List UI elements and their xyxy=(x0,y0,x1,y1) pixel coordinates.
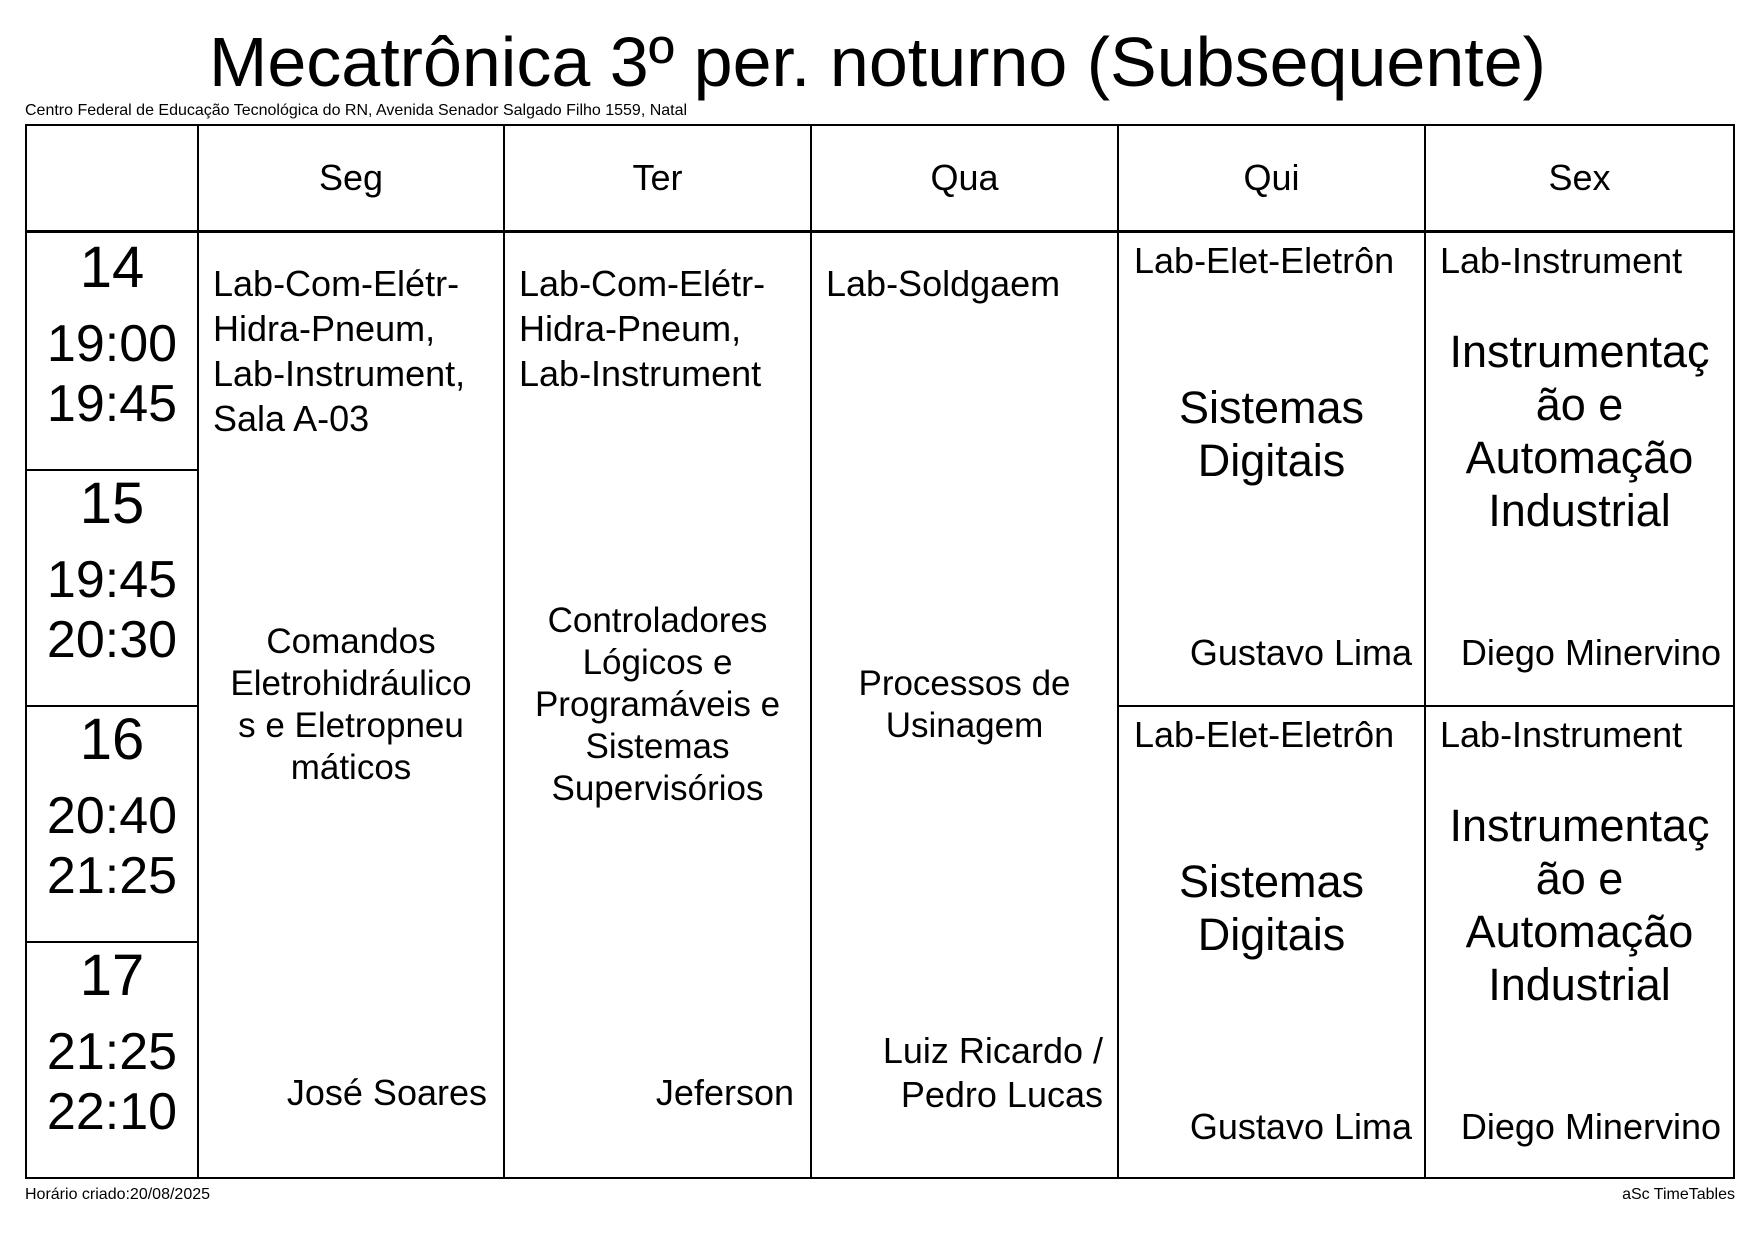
period-end: 21:25 xyxy=(46,847,178,905)
period-number: 17 xyxy=(79,943,145,1008)
day-header-ter: Ter xyxy=(632,157,683,198)
period-end: 20:30 xyxy=(46,611,178,669)
lesson-subject: Sistemas Digitais xyxy=(1178,856,1365,960)
lesson-card-seg[interactable] xyxy=(199,233,503,1177)
lesson-teacher: Diego Minervino xyxy=(1460,1106,1721,1147)
lesson-room: Lab-Elet-Eletrôn xyxy=(1134,714,1395,755)
period-15 xyxy=(27,471,197,670)
lesson-subject: Comandos Eletrohidráulico s e Eletropneu máticos xyxy=(230,622,472,787)
lesson-room: Lab-Instrument xyxy=(1440,714,1683,755)
lesson-subject: Processos de Usinagem xyxy=(858,664,1071,745)
lesson-subject: Instrumentaç ão e Automação Industrial xyxy=(1449,326,1710,536)
day-header-qui: Qui xyxy=(1243,157,1300,198)
lesson-teacher: Gustavo Lima xyxy=(1189,1106,1412,1147)
brand-label: aSc TimeTables xyxy=(1622,1186,1735,1203)
lesson-room: Lab-Instrument xyxy=(1440,240,1683,281)
lesson-teacher: Jeferson xyxy=(655,1072,794,1113)
period-start: 20:40 xyxy=(46,787,178,845)
lesson-subject: Instrumentaç ão e Automação Industrial xyxy=(1449,800,1710,1010)
lesson-card-qui-2[interactable] xyxy=(1119,707,1424,1177)
timetable-grid xyxy=(25,124,1735,1179)
lesson-subject: Sistemas Digitais xyxy=(1178,382,1365,486)
period-start: 21:25 xyxy=(46,1023,178,1081)
created-date: Horário criado:20/08/2025 xyxy=(25,1186,211,1203)
lesson-card-sex-2[interactable] xyxy=(1426,707,1733,1177)
lesson-card-qui-1[interactable] xyxy=(1119,233,1424,705)
lesson-subject: Controladores Lógicos e Programáveis e Sistemas Supervisórios xyxy=(534,601,781,808)
lesson-room: Lab-Com-Elétr- Hidra-Pneum, Lab-Instrument xyxy=(519,263,766,394)
day-header-qua: Qua xyxy=(930,157,999,198)
period-end: 19:45 xyxy=(46,375,178,433)
period-14 xyxy=(27,235,197,434)
page-title: Mecatrônica 3º per. noturno (Subsequente) xyxy=(209,23,1546,101)
lesson-card-ter[interactable] xyxy=(505,233,810,1177)
period-start: 19:00 xyxy=(46,315,178,373)
lesson-room: Lab-Soldgaem xyxy=(826,263,1061,304)
period-16 xyxy=(27,707,197,906)
lesson-room: Lab-Com-Elétr- Hidra-Pneum, Lab-Instrument, Sala A-03 xyxy=(213,263,466,439)
period-end: 22:10 xyxy=(46,1083,178,1141)
lesson-card-sex-1[interactable] xyxy=(1426,233,1733,705)
period-17 xyxy=(27,943,197,1142)
lesson-teacher: Diego Minervino xyxy=(1460,632,1721,673)
period-number: 15 xyxy=(79,471,145,536)
lesson-teacher: Gustavo Lima xyxy=(1189,632,1412,673)
period-number: 14 xyxy=(79,235,145,300)
period-start: 19:45 xyxy=(46,551,178,609)
lesson-card-qua[interactable] xyxy=(812,233,1117,1177)
day-header-seg: Seg xyxy=(318,157,384,198)
school-address: Centro Federal de Educação Tecnológica do RN, Avenida Senador Salgado Filho 1559, Natal xyxy=(25,102,688,119)
day-header-sex: Sex xyxy=(1548,157,1611,198)
lesson-room: Lab-Elet-Eletrôn xyxy=(1134,240,1395,281)
period-number: 16 xyxy=(79,707,145,772)
lesson-teacher: José Soares xyxy=(286,1072,487,1113)
lesson-teacher: Luiz Ricardo / Pedro Lucas xyxy=(882,1030,1103,1115)
